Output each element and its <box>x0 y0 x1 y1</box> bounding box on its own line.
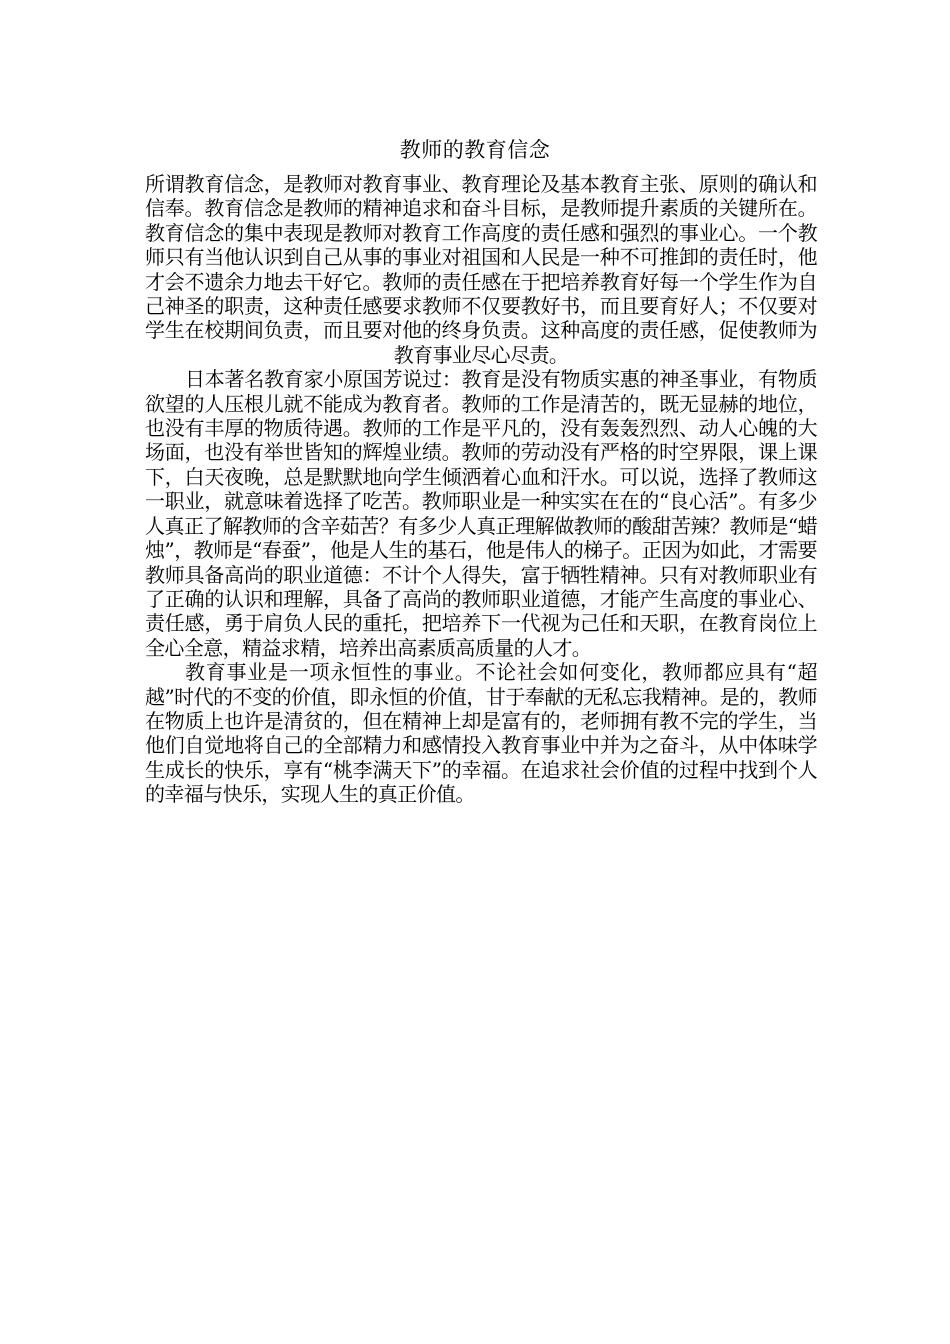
document-title: 教师的教育信念 <box>399 138 551 162</box>
paragraph-3: 教育事业是一项永恒性的事业。不论社会如何变化，教师都应具有“超越”时代的不变的价值，即永恒的价值，甘于奉献的无私忘我精神。是的，教师在物质上也许是清贫的，但在精神上却是富有的，老师拥有教不完的学生，当他们自觉地将自己的全部精力和感情投入教育事业中并为之奋斗，从中体味学生成长的快乐，享有“桃李满天下”的幸福。在追求社会价值的过程中找到个人的幸福与快乐，实现人生的真正价值。 <box>145 660 817 807</box>
document-body <box>145 172 817 807</box>
paragraph-2: 日本著名教育家小原国芳说过：教育是没有物质实惠的神圣事业，有物质欲望的人压根儿就不能成为教育者。教师的工作是清苦的，既无显赫的地位，也没有丰厚的物质待遇。教师的工作是平凡的，没有轰轰烈烈、动人心魄的大场面，也没有举世皆知的辉煌业绩。教师的劳动没有严格的时空界限，课上课下，白天夜晚，总是默默地向学生倾洒着心血和汗水。可以说，选择了教师这一职业，就意味着选择了吃苦。教师职业是一种实实在在的“良心活”。有多少人真正了解教师的含辛茹苦？有多少人真正理解做教师的酸甜苦辣？教师是“蜡烛”，教师是“春蚕”，他是人生的基石，他是伟人的梯子。正因为如此，才需要教师具备高尚的职业道德：不计个人得失，富于牺牲精神。只有对教师职业有了正确的认识和理解，具备了高尚的教师职业道德，才能产生高度的事业心、责任感，勇于肩负人民的重托，把培养下一代视为己任和天职，在教育岗位上全心全意，精益求精，培养出高素质高质量的人才。 <box>145 367 817 660</box>
paragraph-1: 所谓教育信念，是教师对教育事业、教育理论及基本教育主张、原则的确认和信奉。教育信念是教师的精神追求和奋斗目标，是教师提升素质的关键所在。教育信念的集中表现是教师对教育工作高度的责任感和强烈的事业心。一个教师只有当他认识到自己从事的事业对祖国和人民是一种不可推卸的责任时，他才会不遗余力地去干好它。教师的责任感在于把培养教育好每一个学生作为自己神圣的职责，这种责任感要求教师不仅要教好书，而且要育好人；不仅要对学生在校期间负责，而且要对他的终身负责。这种高度的责任感，促使教师为教育事业尽心尽责。 <box>145 172 817 367</box>
